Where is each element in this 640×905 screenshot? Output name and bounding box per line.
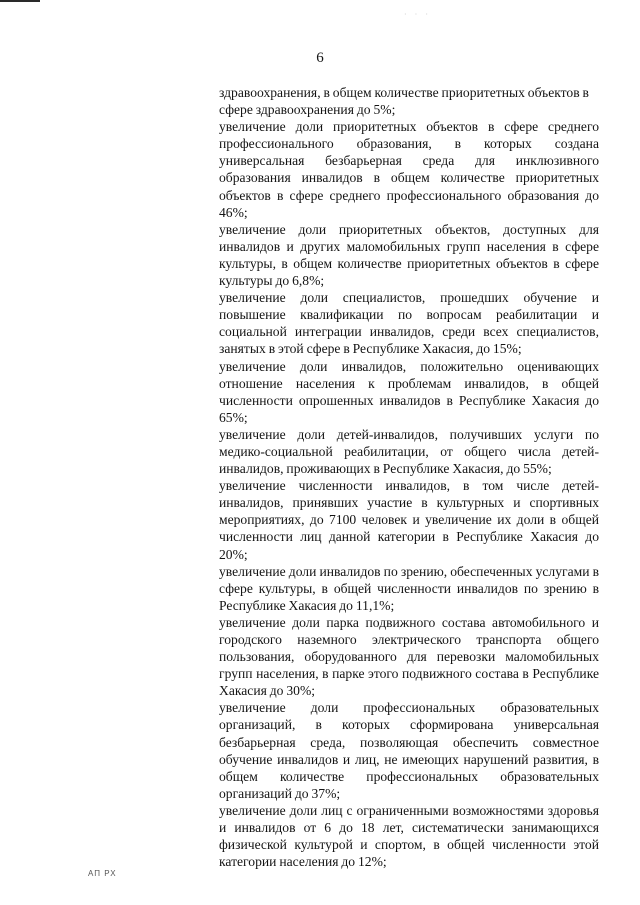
paragraph: увеличение доли приоритетных объектов, доступных для инвалидов и других маломобильных групп населения в сфере культуры, в общем количестве приоритетных объектов в сфере культуры до 6,8%; [219,221,599,289]
paragraph: здравоохранения, в общем количестве приоритетных объектов в сфере здравоохранения до 5%; [219,85,589,118]
footer-code: АП РХ [88,869,117,878]
paragraph: увеличение доли инвалидов, положительно оценивающих отношение населения к проблемам инвалидов, в общей численности опрошенных инвалидов в Республике Хакасия до 65%; [219,358,599,425]
paragraph: увеличение доли детей-инвалидов, получивших услуги по медико-социальной реабилитации, от общего числа детей-инвалидов, проживающих в Республике Хакасия, до 55%; [219,426,599,477]
document-body [219,84,599,870]
paragraph: увеличение доли парка подвижного состава автомобильного и городского наземного электрического транспорта общего пользования, оборудованного для перевозки маломобильных групп населения, в парке этого подвижного состава в Республике Хакасия до 30%; [219,614,599,699]
paragraph: увеличение доли приоритетных объектов в сфере среднего профессионального образования, в которых создана универсальная безбарьерная среда для инклюзивного образования инвалидов в общем количестве приоритетных объектов в сфере среднего профессионального образования до 46%; [219,119,599,220]
page-number: 6 [316,50,324,66]
scan-artifact: · · · [404,10,431,19]
page-edge-mark [0,0,40,2]
paragraph: увеличение доли профессиональных образовательных организаций, в которых сформирована универсальная безбарьерная среда, позволяющая обеспечить совместное обучение инвалидов и лиц, не имеющих нарушений развития, в общем количестве профессиональных образовательных организаций до 37%; [219,700,599,801]
paragraph: увеличение доли специалистов, прошедших обучение и повышение квалификации по вопросам реабилитации и социальной интеграции инвалидов, среди всех специалистов, занятых в этой сфере в Республике Хакасия, до 15%; [219,290,599,357]
paragraph: увеличение численности инвалидов, в том числе детей-инвалидов, принявших участие в культурных и спортивных мероприятиях, до 7100 человек и увеличение их доли в общей численности лиц данной категории в Республике Хакасия до 20%; [219,478,599,562]
paragraph: увеличение доли инвалидов по зрению, обеспеченных услугами в сфере культуры, в общей численности инвалидов по зрению в Республике Хакасия до 11,1%; [219,563,599,613]
paragraph: увеличение доли лиц с ограниченными возможностями здоровья и инвалидов от 6 до 18 лет, систематически занимающихся физической культурой и спортом, в общей численности этой категории населения до 12%; [219,802,599,870]
